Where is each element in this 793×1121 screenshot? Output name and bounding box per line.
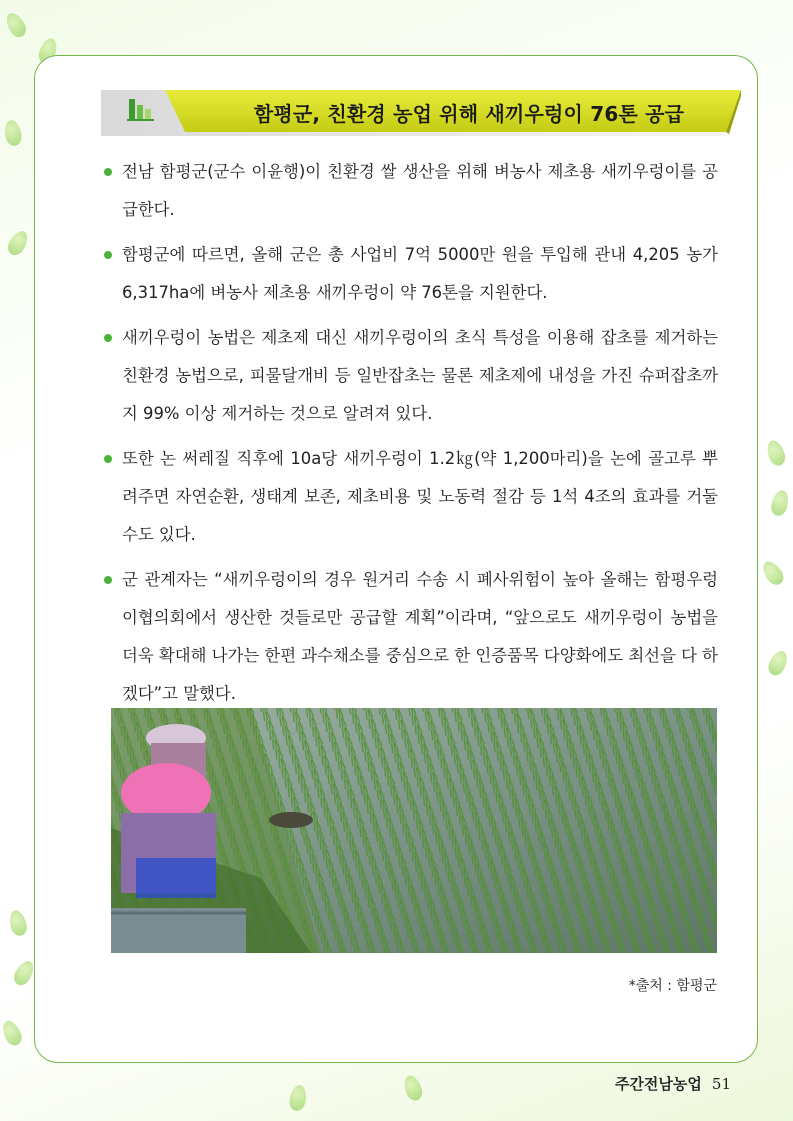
decorative-leaf bbox=[3, 119, 23, 147]
decorative-leaf bbox=[288, 1084, 308, 1112]
paragraph-text: 함평군에 따르면, 올해 군은 총 사업비 7억 5000만 원을 투입해 관내 4,205 농가 6,317ha에 벼농사 제초용 새끼우렁이 약 76톤을 지원한다. bbox=[122, 245, 718, 302]
article-body bbox=[104, 153, 718, 720]
page-number: 51 bbox=[711, 1075, 731, 1093]
decorative-leaf bbox=[401, 1073, 425, 1103]
decorative-leaf bbox=[759, 558, 787, 588]
list-item bbox=[104, 440, 718, 554]
list-item bbox=[104, 236, 718, 312]
page-title: 함평군, 친환경 농업 위해 새끼우렁이 76톤 공급 bbox=[253, 102, 685, 126]
bullet-dot-icon bbox=[104, 455, 112, 463]
publication-name: 주간전남농업 bbox=[614, 1075, 702, 1093]
rice-paddy-illustration bbox=[111, 708, 717, 953]
page-footer bbox=[615, 1073, 731, 1094]
bullet-dot-icon bbox=[104, 334, 112, 342]
list-item bbox=[104, 153, 718, 229]
photo-caption: *출처 : 함평군 bbox=[628, 978, 717, 994]
decorative-leaf bbox=[764, 438, 788, 468]
decorative-leaf bbox=[769, 488, 791, 517]
rice-paddy-photo bbox=[111, 708, 717, 953]
decorative-leaf bbox=[7, 908, 29, 937]
list-item bbox=[104, 561, 718, 713]
bullet-dot-icon bbox=[104, 168, 112, 176]
decorative-leaf bbox=[765, 648, 790, 678]
decorative-leaf bbox=[5, 228, 32, 259]
paragraph-text: 새끼우렁이 농법은 제초제 대신 새끼우렁이의 초식 특성을 이용해 잡초를 제거하는 친환경 농법으로, 피물달개비 등 일반잡초는 물론 제초제에 내성을 가진 슈퍼잡초까지 99% 이상 제거하는 것으로 알려져 있다. bbox=[122, 328, 718, 423]
paragraph-text: 전남 함평군(군수 이윤행)이 친환경 쌀 생산을 위해 벼농사 제초용 새끼우렁이를 공급한다. bbox=[122, 162, 718, 219]
title-banner bbox=[101, 88, 741, 136]
paragraph-text: 또한 논 써레질 직후에 10a당 새끼우렁이 1.2㎏(약 1,200마리)을 논에 골고루 뿌려주면 자연순환, 생태계 보존, 제초비용 및 노동력 절감 등 1석 4조의 효과를 거둘 수도 있다. bbox=[122, 449, 718, 544]
bullet-dot-icon bbox=[104, 576, 112, 584]
paragraph-text: 군 관계자는 “새끼우렁이의 경우 원거리 수송 시 폐사위험이 높아 올해는 함평우렁이협의회에서 생산한 것들로만 공급할 계획”이라며, “앞으로도 새끼우렁이 농법을 더욱 확대해 나가는 한편 과수채소를 중심으로 한 인증품목 다양화에도 최선을 다 하겠다”고 말했다. bbox=[122, 570, 718, 703]
decorative-leaf bbox=[3, 10, 30, 41]
decorative-leaf bbox=[0, 1018, 25, 1048]
list-item bbox=[104, 319, 718, 433]
bullet-dot-icon bbox=[104, 251, 112, 259]
